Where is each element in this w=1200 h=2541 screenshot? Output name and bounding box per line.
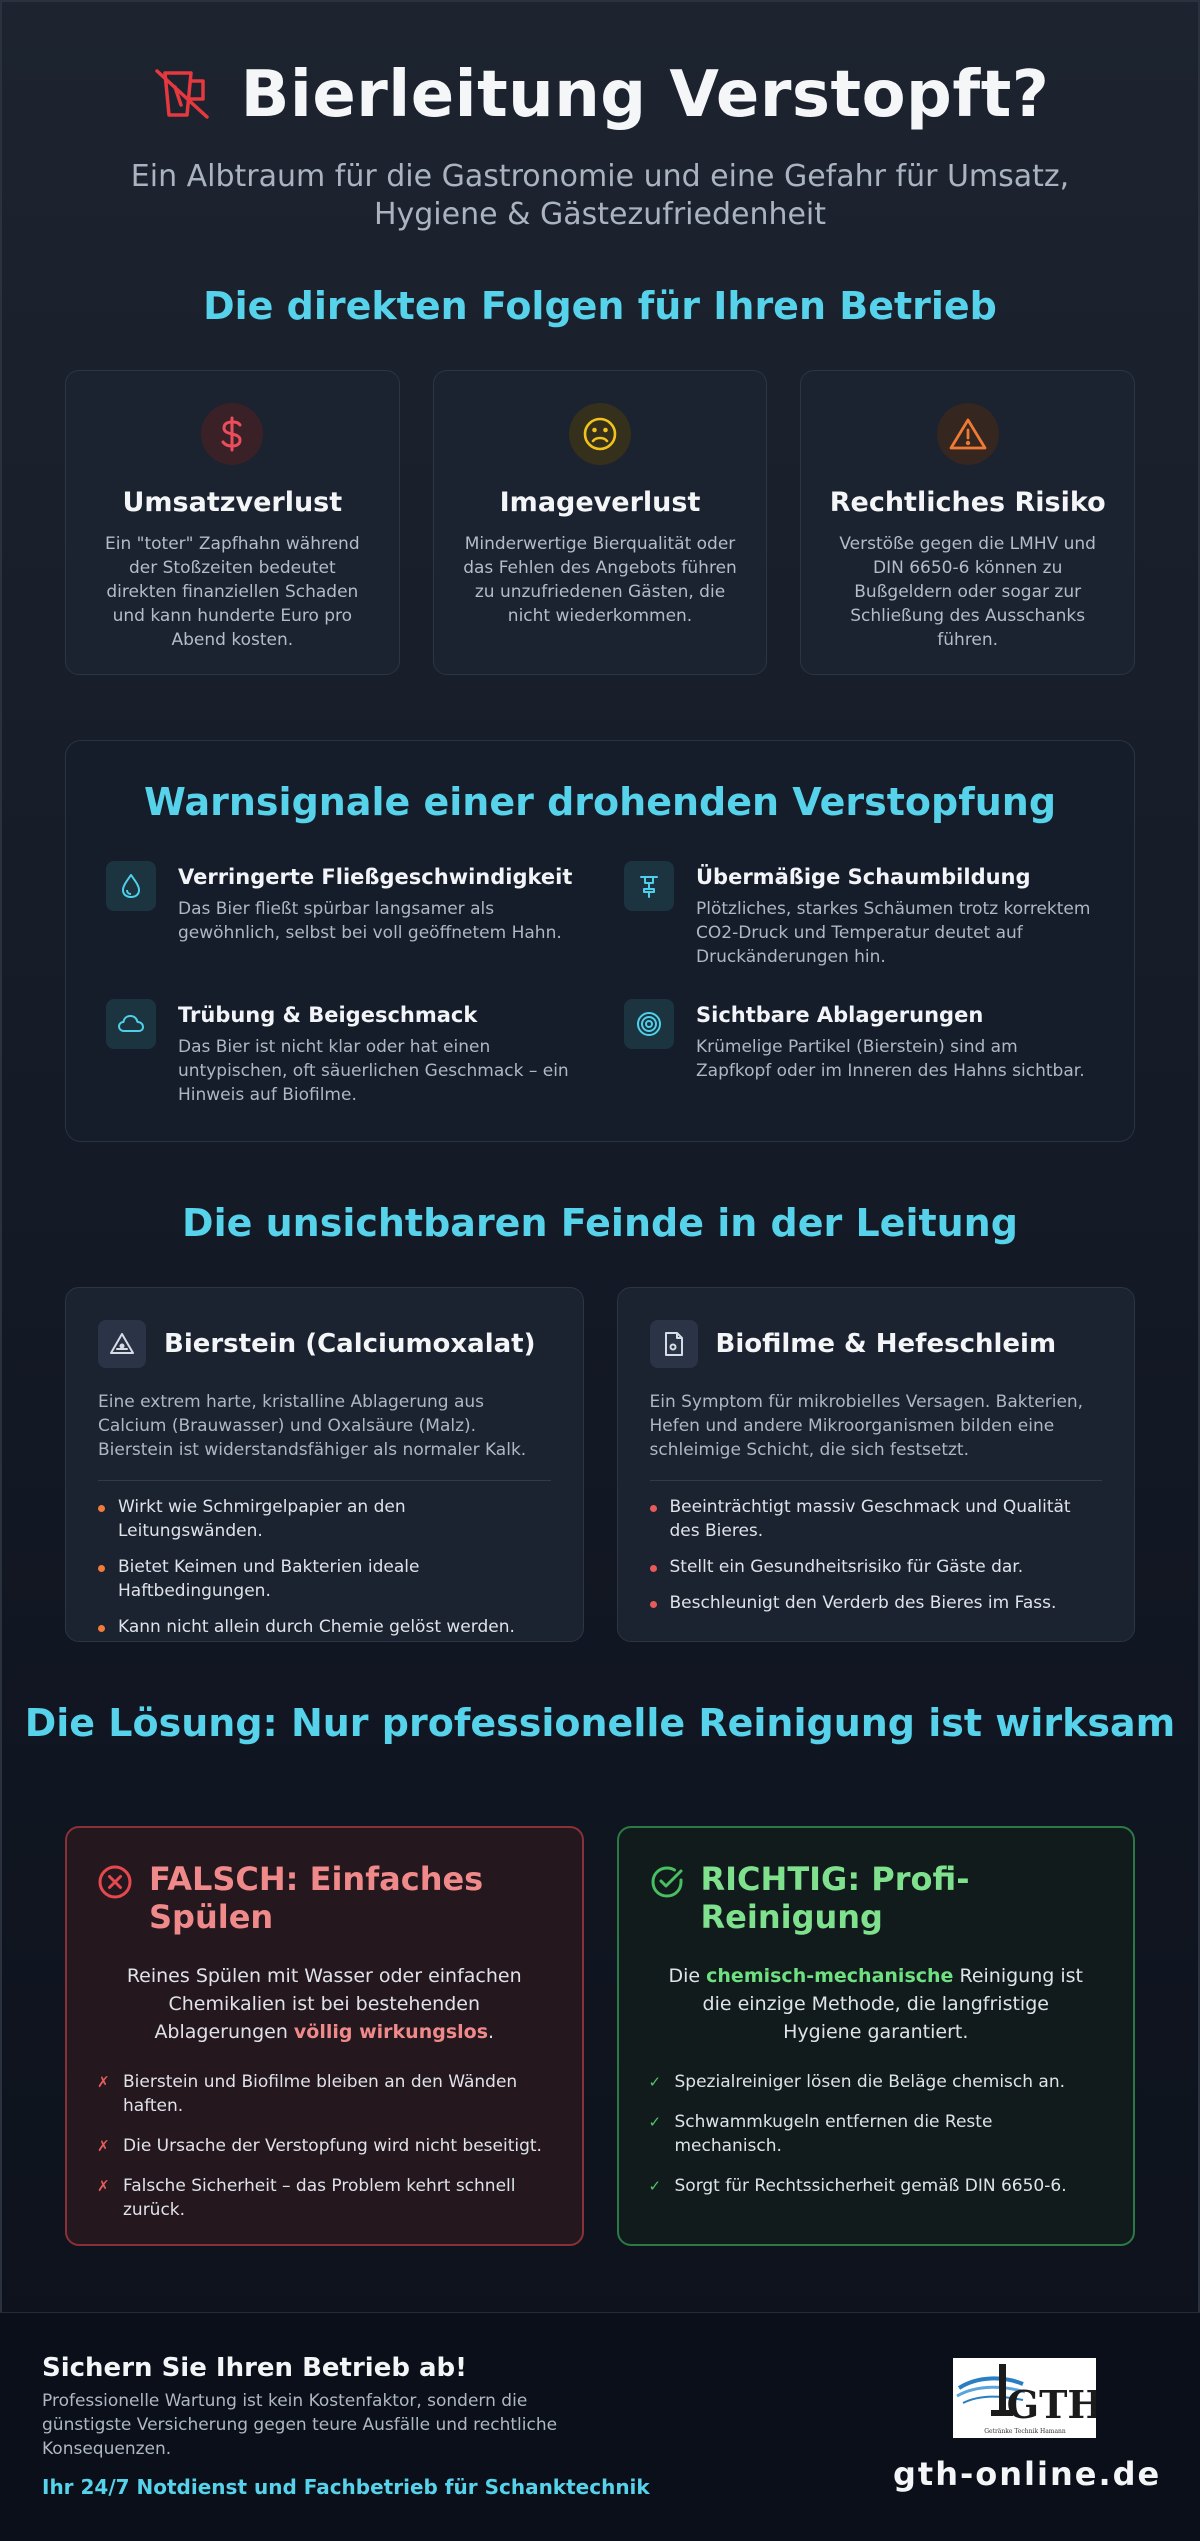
- warning-text: Das Bier ist nicht klar oder hat einen untypischen, oft säuerlichen Geschmack – ein Hinweis auf Biofilme.: [178, 1037, 569, 1105]
- warning-text: Das Bier fließt spürbar langsamer als gewöhnlich, selbst bei voll geöffnetem Hahn.: [178, 899, 562, 943]
- solution-cards: [65, 1826, 1135, 2246]
- tap-icon: [624, 861, 674, 911]
- list-item: Stellt ein Gesundheitsrisiko für Gäste dar.: [650, 1555, 1103, 1579]
- solution-wrong-title: FALSCH: Einfaches Spülen: [149, 1860, 484, 1936]
- dollar-icon: [201, 403, 263, 465]
- check-mark-icon: ✓: [648, 2177, 662, 2195]
- hero-title-row: [0, 58, 1200, 132]
- list-item: ✗ Die Ursache der Verstopfung wird nicht beseitigt.: [97, 2136, 542, 2156]
- warning-text: Krümelige Partikel (Bierstein) sind am Zapfkopf oder im Inneren des Hahns sichtbar.: [696, 1037, 1085, 1081]
- warning-text: Plötzliches, starkes Schäumen trotz korrektem CO2-Druck und Temperatur deutet auf Druckänderungen hin.: [696, 899, 1091, 967]
- solution-right-title: RICHTIG: Profi-Reinigung: [700, 1860, 970, 1936]
- enemy-bullet-list: [98, 1495, 551, 1639]
- solution-right-list: [649, 2070, 1104, 2198]
- gth-logo[interactable]: [953, 2358, 1096, 2438]
- list-item: Beeinträchtigt massiv Geschmack und Qualität des Bieres.: [650, 1495, 1103, 1543]
- warnings-title: Warnsignale einer drohenden Verstopfung: [143, 780, 1057, 824]
- enemy-description: Eine extrem harte, kristalline Ablagerung aus Calcium (Brauwasser) und Oxalsäure (Malz). Bierstein ist widerstandsfähiger als normaler Kalk.: [98, 1392, 527, 1460]
- x-mark-icon: ✗: [97, 2073, 110, 2091]
- list-item: Wirkt wie Schmirgelpapier an den Leitungswänden.: [98, 1495, 551, 1543]
- enemies-cards: [65, 1287, 1135, 1642]
- list-item: ✓ Schwammkugeln entfernen die Reste mechanisch.: [648, 2112, 993, 2156]
- consequence-text: Ein "toter" Zapfhahn während der Stoßzeiten bedeutet direkten finanziellen Schaden und kann hunderte Euro pro Abend kosten.: [105, 534, 360, 650]
- consequence-title: Rechtliches Risiko: [829, 487, 1106, 518]
- enemies-title: Die unsichtbaren Feinde in der Leitung: [182, 1201, 1018, 1245]
- warning-item-deposits: [624, 999, 1106, 1107]
- check-mark-icon: ✓: [648, 2073, 662, 2091]
- footer: [0, 2312, 1200, 2541]
- solution-wrong-description: Reines Spülen mit Wasser oder einfachen Chemikalien ist bei bestehenden Ablagerungen völlig wirkungslos.: [126, 1965, 522, 2043]
- list-item: Kann nicht allein durch Chemie gelöst werden.: [98, 1615, 551, 1639]
- x-mark-icon: ✗: [97, 2137, 110, 2155]
- logo-wordmark: GTH: [1006, 2382, 1096, 2427]
- consequence-card-legal: [800, 370, 1135, 675]
- consequence-card-revenue: [65, 370, 400, 675]
- warning-icon: [937, 403, 999, 465]
- warning-item-taste: [106, 999, 624, 1107]
- warning-title: Trübung & Beigeschmack: [178, 1003, 478, 1027]
- target-icon: [624, 999, 674, 1049]
- list-item: Beschleunigt den Verderb des Bieres im Fass.: [650, 1591, 1103, 1615]
- page-title: Bierleitung Verstopft?: [240, 58, 1050, 132]
- droplet-icon: [106, 861, 156, 911]
- enemy-card-beerstone: [65, 1287, 584, 1642]
- consequence-text: Verstöße gegen die LMHV und DIN 6650-6 können zu Bußgeldern oder sogar zur Schließung des Ausschanks führen.: [839, 534, 1096, 650]
- consequence-text: Minderwertige Bierqualität oder das Fehlen des Angebots führen zu unzufriedenen Gästen, die nicht wiederkommen.: [463, 534, 737, 626]
- check-circle-icon: [649, 1864, 685, 1904]
- check-mark-icon: ✓: [648, 2113, 662, 2131]
- footer-title: Sichern Sie Ihren Betrieb ab!: [42, 2353, 468, 2383]
- hero: [0, 58, 1200, 234]
- list-item: ✓ Spezialreiniger lösen die Beläge chemisch an.: [648, 2072, 1066, 2092]
- consequence-title: Umsatzverlust: [122, 487, 343, 518]
- consequence-title: Imageverlust: [499, 487, 701, 518]
- flask-icon: [98, 1320, 146, 1368]
- footer-cta: Ihr 24/7 Notdienst und Fachbetrieb für Schanktechnik: [42, 2475, 650, 2499]
- x-circle-icon: [97, 1864, 133, 1904]
- website-link[interactable]: gth-online.de: [893, 2455, 1162, 2493]
- list-item: ✓ Sorgt für Rechtssicherheit gemäß DIN 6650-6.: [648, 2176, 1067, 2196]
- enemy-card-biofilm: [617, 1287, 1136, 1642]
- warning-item-flow: [106, 861, 624, 969]
- warnings-grid: [106, 861, 1106, 1107]
- solution-wrong-list: [97, 2070, 552, 2222]
- cloud-icon: [106, 999, 156, 1049]
- consequences-title: Die direkten Folgen für Ihren Betrieb: [203, 284, 997, 328]
- solution-title: Die Lösung: Nur professionelle Reinigung ist wirksam: [24, 1701, 1176, 1745]
- solution-card-wrong: [65, 1826, 584, 2246]
- frown-icon: [569, 403, 631, 465]
- enemy-title: Biofilme & Hefeschleim: [715, 1329, 1057, 1359]
- list-item: ✗ Falsche Sicherheit – das Problem kehrt schnell zurück.: [97, 2176, 516, 2220]
- broken-beer-tap-icon: [151, 65, 213, 125]
- solution-card-right: [617, 1826, 1136, 2246]
- divider: [650, 1480, 1103, 1481]
- list-item: Bietet Keimen und Bakterien ideale Haftbedingungen.: [98, 1555, 551, 1603]
- enemy-description: Ein Symptom für mikrobielles Versagen. Bakterien, Hefen und andere Mikroorganismen bilden eine schleimige Schicht, die sich festsetzt.: [649, 1392, 1084, 1460]
- consequences-cards: [65, 370, 1135, 675]
- footer-text: Professionelle Wartung ist kein Kostenfaktor, sondern die günstigste Versicherung gegen teure Ausfälle und rechtliche Konsequenzen.: [42, 2391, 558, 2459]
- x-mark-icon: ✗: [97, 2177, 110, 2195]
- warning-item-foam: [624, 861, 1106, 969]
- enemy-bullet-list: [650, 1495, 1103, 1615]
- consequence-card-image: [433, 370, 768, 675]
- warning-title: Sichtbare Ablagerungen: [696, 1003, 984, 1027]
- enemy-title: Bierstein (Calciumoxalat): [164, 1329, 536, 1359]
- page-subtitle: Ein Albtraum für die Gastronomie und eine Gefahr für Umsatz, Hygiene & Gästezufriedenheit: [130, 159, 1070, 232]
- solution-right-description: Die chemisch-mechanische Reinigung ist die einzige Methode, die langfristige Hygiene garantiert.: [668, 1965, 1083, 2043]
- warning-title: Verringerte Fließgeschwindigkeit: [178, 865, 573, 889]
- divider: [98, 1480, 551, 1481]
- list-item: ✗ Bierstein und Biofilme bleiben an den Wänden haften.: [97, 2072, 518, 2116]
- warning-signs-panel: [65, 740, 1135, 1142]
- warning-title: Übermäßige Schaumbildung: [696, 865, 1031, 889]
- logo-tagline: Getränke Technik Hamann: [984, 2428, 1066, 2435]
- document-icon: [650, 1320, 698, 1368]
